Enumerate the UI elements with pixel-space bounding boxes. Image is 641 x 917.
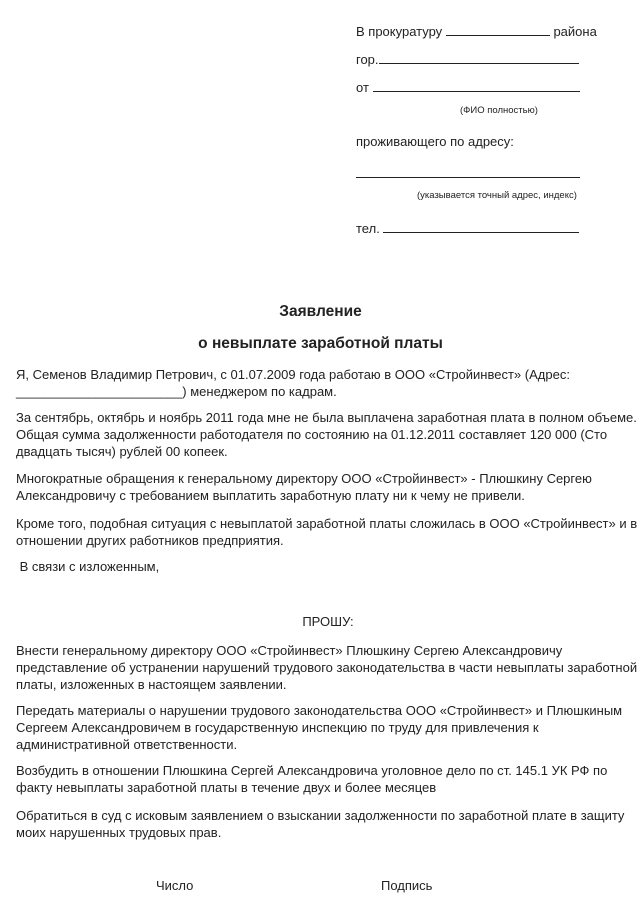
addressee-suffix: района <box>553 24 597 39</box>
paragraph-line: Общая сумма задолженности работодателя по состоянию на 01.12.2011 составляет 120 000 (Сто <box>16 427 608 442</box>
paragraph-line: представление об устранении нарушений трудового законодательства в части невыплаты заработной <box>16 660 638 675</box>
paragraph-line: Возбудить в отношении Плюшкина Сергей Александровича уголовное дело по ст. 145.1 УК РФ по <box>16 763 608 778</box>
paragraph-line: Кроме того, подобная ситуация с невыплатой заработной платы сложилась в ООО «Стройинвест» и в <box>16 516 638 531</box>
from-blank <box>373 78 580 92</box>
paragraph-in-connection: В связи с изложенным, <box>16 559 160 574</box>
paragraph-line: двадцать тысяч) рублей 00 копеек. <box>16 444 228 459</box>
signature-label: Подпись <box>381 878 433 893</box>
address-label: проживающего по адресу: <box>356 134 514 149</box>
paragraph-line: административной ответственности. <box>16 737 238 752</box>
city-line <box>356 50 579 67</box>
paragraph-employment <box>16 366 634 400</box>
addressee-prefix: В прокуратуру <box>356 24 443 39</box>
document-subtitle: о невыплате заработной платы <box>198 335 443 352</box>
paragraph-line: отношении других работников предприятия. <box>16 533 284 548</box>
request-item-4 <box>16 807 634 841</box>
paragraph-line: факту невыплаты заработной платы в течение двух и более месяцев <box>16 780 437 795</box>
document-title: Заявление <box>279 303 362 320</box>
from-line <box>356 78 580 95</box>
request-heading: ПРОШУ: <box>302 614 354 629</box>
request-item-1 <box>16 642 638 693</box>
paragraph-line: моих нарушенных трудовых прав. <box>16 825 222 840</box>
paragraph-line: За сентябрь, октябрь и ноябрь 2011 года мне не была выплачена заработная плата в полном объеме. <box>16 410 637 425</box>
paragraph-line: Внести генеральному директору ООО «Стройинвест» Плюшкину Сергею Александровичу <box>16 643 563 658</box>
paragraph-line: Многократные обращения к генеральному директору ООО «Стройинвест» - Плюшкину Сергею <box>16 471 592 486</box>
city-label: гор. <box>356 52 379 67</box>
paragraph-line: Александровичу с требованием выплатить заработную плату ни к чему не привели. <box>16 488 525 503</box>
paragraph-line: платы, изложенных в настоящем заявлении. <box>16 677 287 692</box>
addressee-prosecutor-line <box>356 22 597 39</box>
paragraph-debt <box>16 409 637 460</box>
paragraph-line: Сергеем Александровичем в государственную инспекцию по труду для привлечения к <box>16 720 539 735</box>
address-blank <box>356 164 580 178</box>
paragraph-appeals <box>16 470 634 504</box>
paragraph-line: Я, Семенов Владимир Петрович, с 01.07.2009 года работаю в ООО «Стройинвест» (Адрес: <box>16 367 570 382</box>
request-item-2 <box>16 702 634 753</box>
paragraph-line: Передать материалы о нарушении трудового законодательства ООО «Стройинвест» и Плюшкиным <box>16 703 623 718</box>
fio-hint: (ФИО полностью) <box>460 105 538 116</box>
address-hint: (указывается точный адрес, индекс) <box>417 190 577 201</box>
paragraph-other-workers <box>16 515 638 549</box>
request-item-3 <box>16 762 634 796</box>
phone-line <box>356 219 579 236</box>
phone-blank <box>383 219 579 233</box>
paragraph-line: _______________________) менеджером по кадрам. <box>16 384 337 399</box>
paragraph-line: Обратиться в суд с исковым заявлением о взыскании задолженности по заработной плате в защиту <box>16 808 625 823</box>
phone-label: тел. <box>356 221 380 236</box>
from-label: от <box>356 80 369 95</box>
district-blank <box>446 22 550 36</box>
city-blank <box>379 50 579 64</box>
date-label: Число <box>156 878 194 893</box>
